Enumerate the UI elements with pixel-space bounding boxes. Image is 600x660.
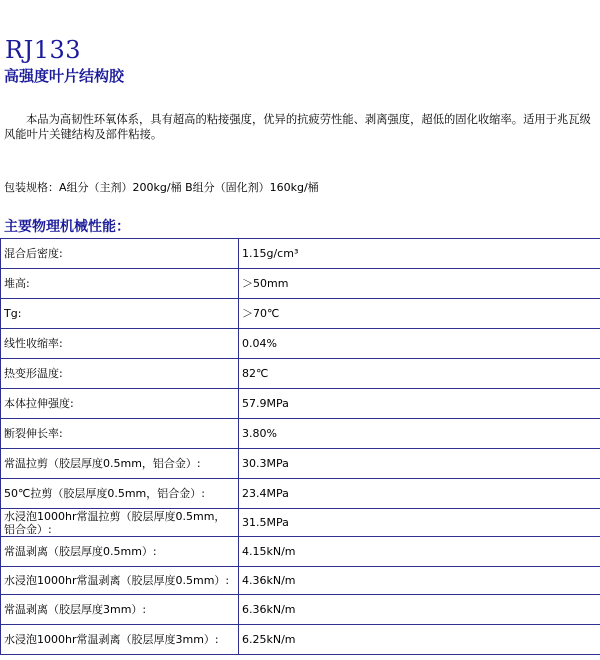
table-row	[1, 595, 600, 625]
property-label: Tg:	[1, 299, 239, 329]
property-label: 水浸泡1000hr常温剥离（胶层厚度3mm）:	[1, 625, 239, 655]
property-value: 30.3MPa	[239, 449, 600, 479]
property-label: 堆高:	[1, 269, 239, 299]
property-value: 4.36kN/m	[239, 567, 600, 595]
table-row	[1, 419, 600, 449]
property-value: ＞50mm	[239, 269, 600, 299]
property-label: 水浸泡1000hr常温拉剪（胶层厚度0.5mm，铝合金）:	[1, 509, 239, 537]
property-label: 常温剥离（胶层厚度0.5mm）:	[1, 537, 239, 567]
property-label: 热变形温度:	[1, 359, 239, 389]
property-value: 31.5MPa	[239, 509, 600, 537]
table-row	[1, 359, 600, 389]
property-value: 0.04%	[239, 329, 600, 359]
property-label: 常温拉剪（胶层厚度0.5mm，铝合金）:	[1, 449, 239, 479]
properties-table	[0, 238, 600, 655]
property-value: ＞70℃	[239, 299, 600, 329]
product-name: 高强度叶片结构胶	[4, 67, 125, 85]
property-label: 本体拉伸强度:	[1, 389, 239, 419]
table-row	[1, 479, 600, 509]
table-row	[1, 625, 600, 655]
packaging-spec: 包装规格：A组分（主剂）200kg/桶 B组分（固化剂）160kg/桶	[4, 181, 319, 194]
table-row	[1, 449, 600, 479]
table-row	[1, 389, 600, 419]
property-value: 57.9MPa	[239, 389, 600, 419]
product-code: RJ133	[5, 36, 81, 64]
property-value: 82℃	[239, 359, 600, 389]
property-label: 混合后密度:	[1, 239, 239, 269]
property-label: 水浸泡1000hr常温剥离（胶层厚度0.5mm）:	[1, 567, 239, 595]
table-row	[1, 299, 600, 329]
table-row	[1, 269, 600, 299]
property-value: 1.15g/cm³	[239, 239, 600, 269]
property-label: 线性收缩率:	[1, 329, 239, 359]
table-row	[1, 567, 600, 595]
property-label: 50℃拉剪（胶层厚度0.5mm，铝合金）:	[1, 479, 239, 509]
property-value: 6.25kN/m	[239, 625, 600, 655]
table-row	[1, 537, 600, 567]
table-row	[1, 329, 600, 359]
product-description: 本品为高韧性环氧体系，具有超高的粘接强度，优异的抗疲劳性能、剥离强度，超低的固化收缩率。适用于兆瓦级风能叶片关键结构及部件粘接。	[4, 113, 591, 141]
property-value: 6.36kN/m	[239, 595, 600, 625]
table-row	[1, 239, 600, 269]
property-value: 3.80%	[239, 419, 600, 449]
properties-title: 主要物理机械性能：	[4, 219, 130, 235]
property-value: 4.15kN/m	[239, 537, 600, 567]
property-label: 常温剥离（胶层厚度3mm）:	[1, 595, 239, 625]
table-row	[1, 509, 600, 537]
property-label: 断裂伸长率:	[1, 419, 239, 449]
property-value: 23.4MPa	[239, 479, 600, 509]
